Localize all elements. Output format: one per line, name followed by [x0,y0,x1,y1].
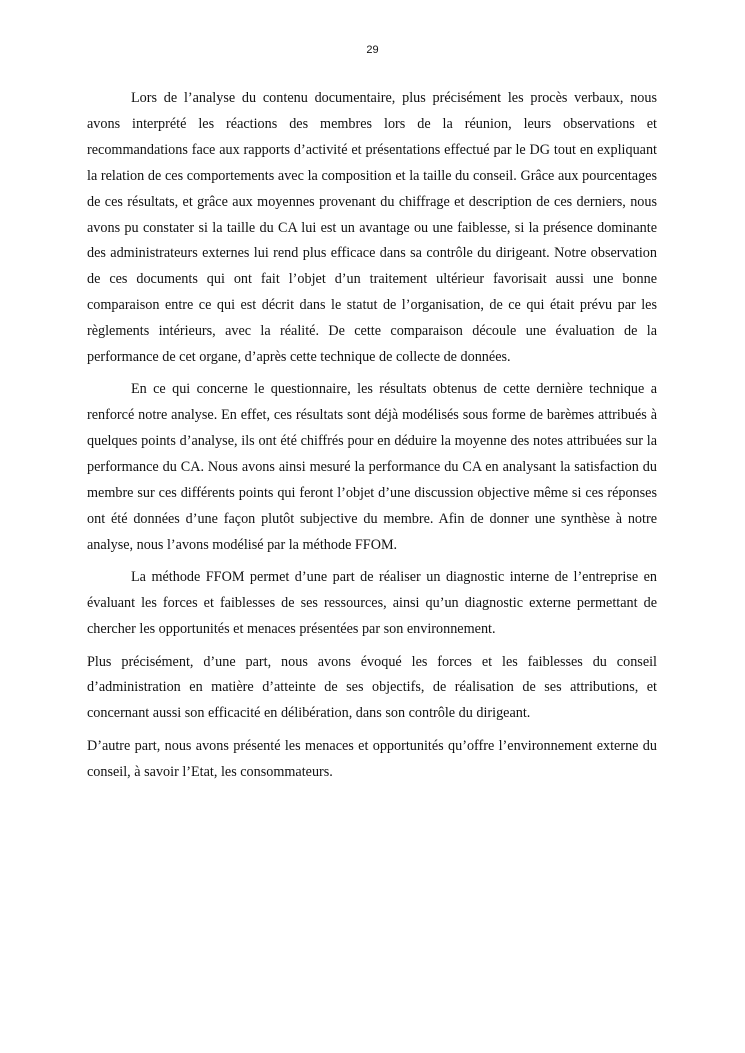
paragraph-ffom-method: La méthode FFOM permet d’une part de réaliser un diagnostic interne de l’entreprise en évaluant les forces et faiblesses de ses ressources, ainsi qu’un diagnostic externe permettant de chercher les opportunités et menaces présentées par son environnement. [87,569,657,638]
paragraph-threats-opportunities: D’autre part, nous avons présenté les menaces et opportunités qu’offre l’environnement externe du conseil, à savoir l’Etat, les consommateurs. [87,737,657,780]
body-text [87,86,657,786]
paragraph-strengths-weaknesses: Plus précisément, d’une part, nous avons évoqué les forces et les faiblesses du conseil d’administration en matière d’atteinte de ses objectifs, de réalisation de ses attributions, et concernant aussi son efficacité en délibération, dans son contrôle du dirigeant. [87,653,657,722]
page-number: 29 [366,44,379,56]
paragraph-content-analysis: Lors de l’analyse du contenu documentaire, plus précisément les procès verbaux, nous avons interprété les réactions des membres lors de la réunion, leurs observations et recommandations face aux rapports d’activité et présentations effectué par le DG tout en expliquant la relation de ces comportements avec la composition et la taille du conseil. Grâce aux pourcentages de ces résultats, et grâce aux moyennes provenant du chiffrage et description de ces derniers, nous avons pu constater si la taille du CA lui est un avantage ou une faiblesse, si la présence dominante des administrateurs externes lui rend plus efficace dans sa contrôle du dirigeant. Notre observation de ces documents qui ont fait l’objet d’un traitement ultérieur favorisait aussi une bonne comparaison entre ce qui est décrit dans le statut de l’organisation, de ce qui était prévu par les règlements intérieurs, avec la réalité. De cette comparaison découle une évaluation de la performance de cet organe, d’après cette technique de collecte de données. [87,90,657,366]
paragraph-questionnaire: En ce qui concerne le questionnaire, les résultats obtenus de cette dernière technique a renforcé notre analyse. En effet, ces résultats sont déjà modélisés sous forme de barèmes attribués à quelques points d’analyse, ils ont été chiffrés pour en déduire la moyenne des notes attribuées sur la performance du CA. Nous avons ainsi mesuré la performance du CA en analysant la satisfaction du membre sur ces différents points qui feront l’objet d’une discussion objective même si ces réponses ont été données d’une façon plutôt subjective du membre. Afin de donner une synthèse à notre analyse, nous l’avons modélisé par la méthode FFOM. [87,381,657,553]
